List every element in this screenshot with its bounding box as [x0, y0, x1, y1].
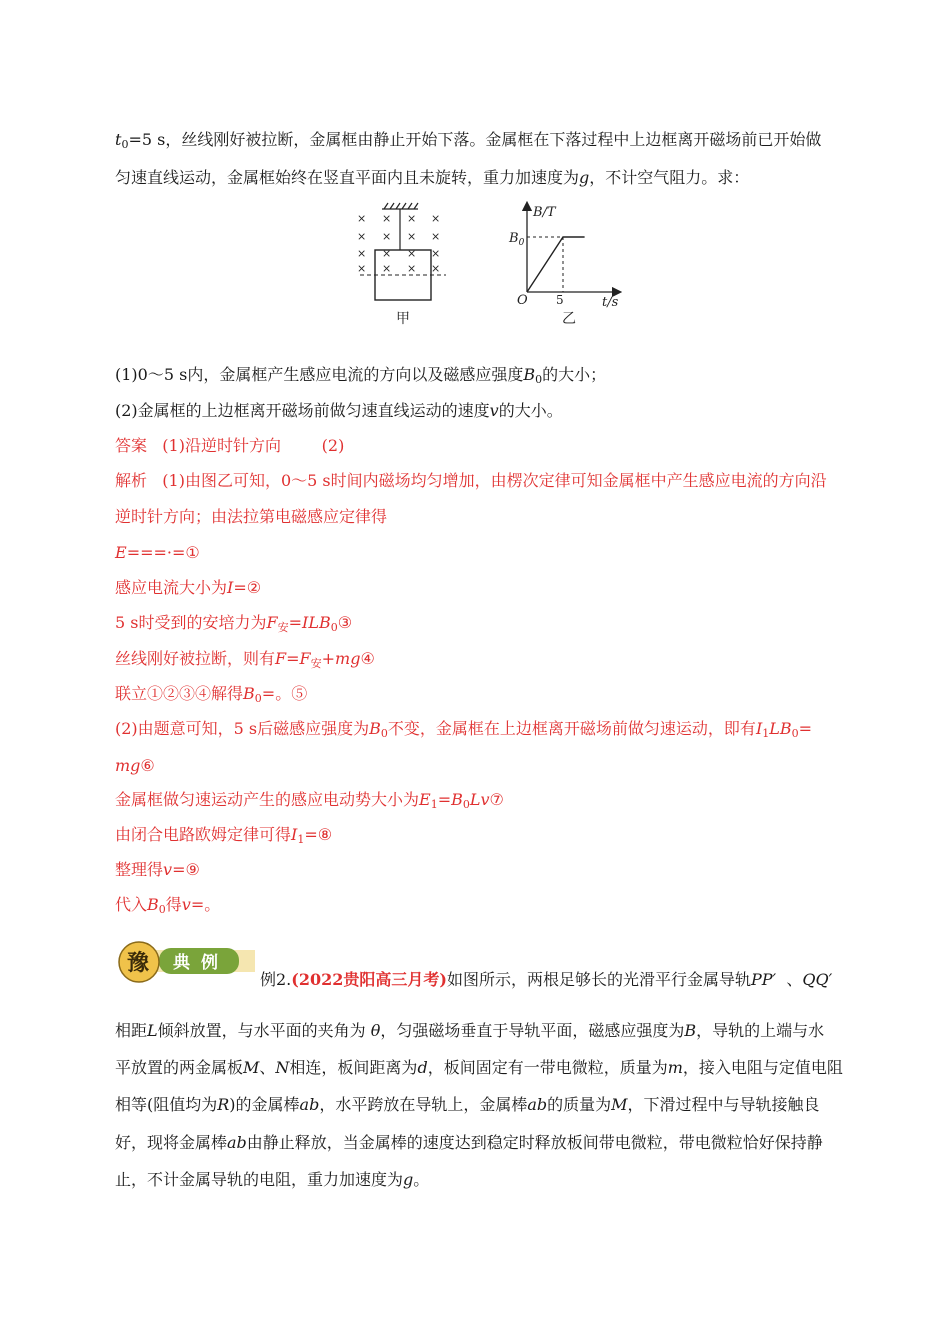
- m-plate-symbol: M: [243, 1058, 260, 1077]
- b0-subscript: 0: [330, 621, 338, 634]
- analysis-text-6: 丝线刚好被拉断，则有: [115, 649, 276, 668]
- example2-text-3e: ，板间固定有一带电微粒，质量为: [427, 1058, 668, 1077]
- question-2-tail: 的大小。: [498, 401, 563, 420]
- analysis-line-2: [115, 507, 387, 527]
- example2-line-6: [115, 1170, 429, 1190]
- plus: +: [321, 649, 336, 668]
- figure-yi: [505, 200, 630, 325]
- eq-number-5: =。⑤: [261, 684, 308, 703]
- figure-jia-svg: [340, 200, 460, 325]
- b0-subscript: 0: [535, 373, 543, 386]
- e1-subscript: 1: [430, 798, 438, 811]
- analysis-text-5: 5 s时受到的安培力为: [115, 613, 267, 632]
- mg-symbol: mg: [115, 756, 141, 775]
- example2-line-1: [260, 970, 832, 990]
- example2-text-6b: 。: [413, 1170, 430, 1189]
- b0-subscript: 0: [158, 903, 166, 916]
- analysis-line-10: [115, 790, 504, 815]
- analysis-text-1: (1)由图乙可知，0～5 s时间内磁场均匀增加，由楞次定律可知金属框中产生感应电流的方向沿: [162, 471, 827, 490]
- example2-text-3c: 相连，板间距离为: [289, 1058, 418, 1077]
- e-symbol: E: [115, 543, 127, 562]
- problem-line-2: [115, 168, 749, 188]
- problem-line-1: [115, 130, 821, 155]
- i1-subscript: 1: [762, 727, 770, 740]
- example2-text-4e: ，下滑过程中与导轨接触良: [627, 1095, 820, 1114]
- v-symbol: v: [163, 860, 173, 879]
- problem-line-2-text-b: ，不计空气阻力。求：: [589, 168, 750, 187]
- y-axis-label: B/T: [533, 205, 556, 220]
- ilb-expr: ILB: [302, 613, 331, 632]
- v-symbol: v: [181, 895, 191, 914]
- analysis-text-12: 整理得: [115, 860, 164, 879]
- e-symbol: E: [419, 790, 431, 809]
- example2-text-5a: 好，现将金属棒: [115, 1133, 228, 1152]
- problem-line-2-text-a: 匀速直线运动，金属框始终在竖直平面内且未旋转，重力加速度为: [115, 168, 580, 187]
- question-2-text: (2)金属框的上边框离开磁场前做匀速直线运动的速度: [115, 401, 490, 420]
- d-symbol: d: [417, 1058, 428, 1077]
- figure-jia: [340, 200, 460, 325]
- analysis-text-8: (2)由题意可知，5 s后磁感应强度为: [115, 719, 370, 738]
- f-symbol: F: [275, 649, 287, 668]
- example2-text-6a: 止，不计金属导轨的电阻，重力加速度为: [115, 1170, 404, 1189]
- cross: ×: [431, 247, 441, 260]
- cross: ×: [382, 247, 392, 260]
- lb-expr: LB: [769, 719, 792, 738]
- example2-line-3: [115, 1058, 843, 1078]
- b-symbol: B: [369, 719, 381, 738]
- badge-tag: [159, 948, 239, 974]
- analysis-text-13c: =。: [190, 895, 221, 914]
- cross: ×: [431, 262, 441, 275]
- example2-line-4: [115, 1095, 820, 1115]
- badge-text-1: 典: [173, 953, 190, 973]
- analysis-eq-2: =②: [233, 578, 262, 597]
- b0-subscript: 0: [254, 692, 262, 705]
- example2-text-2b: 倾斜放置，与水平面的夹角为: [157, 1021, 366, 1040]
- example2-text-2d: ，导轨的上端与水: [696, 1021, 825, 1040]
- analysis-line-13: [115, 895, 220, 920]
- eq-number-7: ⑦: [489, 790, 504, 809]
- example2-text-1a: 如图所示，两根足够长的光滑平行金属导轨: [446, 970, 751, 989]
- b-symbol: B: [243, 684, 255, 703]
- example2-line-2: [115, 1021, 824, 1041]
- i-symbol: I: [227, 578, 234, 597]
- f-symbol: F: [299, 649, 311, 668]
- cross: ×: [382, 262, 392, 275]
- b-symbol: B: [684, 1021, 697, 1040]
- eq-number-9: =⑨: [172, 860, 200, 879]
- cross: ×: [357, 212, 367, 225]
- example-badge-svg: [115, 940, 255, 984]
- question-2: [115, 401, 563, 421]
- cross: ×: [357, 247, 367, 260]
- rod-mass-symbol: M: [611, 1095, 628, 1114]
- b0-subscript: 0: [380, 727, 388, 740]
- analysis-eq-1: ===·=①: [126, 543, 200, 562]
- i1-subscript: 1: [297, 833, 305, 846]
- f-subscript: 安: [310, 657, 322, 670]
- example2-text-4b: )的金属棒: [229, 1095, 300, 1114]
- cross: ×: [407, 212, 417, 225]
- analysis-text-13: 代入: [115, 895, 148, 914]
- badge-text-2: 例: [201, 953, 218, 973]
- answer-label: 答案: [115, 436, 148, 455]
- ab-symbol: ab: [299, 1095, 320, 1114]
- problem-line-1-text: =5 s，丝线刚好被拉断，金属框由静止开始下落。金属框在下落过程中上边框离开磁场前已开始做: [128, 130, 822, 149]
- l-symbol: L: [147, 1021, 158, 1040]
- mg-symbol: mg: [335, 649, 361, 668]
- t-subscript: 0: [121, 138, 129, 151]
- figure-yi-caption: 乙: [562, 311, 576, 325]
- example-badge: [115, 940, 255, 984]
- b0-symbol: B: [523, 365, 536, 384]
- n-plate-symbol: N: [275, 1058, 290, 1077]
- example2-text-2c: ，匀强磁场垂直于导轨平面，磁感应强度为: [380, 1021, 685, 1040]
- equals: =: [798, 719, 813, 738]
- mass-symbol: m: [667, 1058, 683, 1077]
- question-1-text: (1)0～5 s内，金属框产生感应电流的方向以及磁感应强度: [115, 365, 524, 384]
- cross: ×: [357, 230, 367, 243]
- x-tick-5: 5: [556, 293, 564, 307]
- eq-number-6: ⑥: [140, 756, 155, 775]
- eq-number-4: ④: [360, 649, 375, 668]
- pp-symbol: PP′: [750, 970, 777, 989]
- analysis-text-7: 联立①②③④解得: [115, 684, 244, 703]
- analysis-text-13b: 得: [165, 895, 182, 914]
- analysis-line-8: [115, 719, 812, 744]
- r-symbol: R: [217, 1095, 230, 1114]
- b0-subscript: 0: [791, 727, 799, 740]
- g-symbol: g: [403, 1170, 414, 1189]
- example2-prefix: 例2.: [260, 970, 292, 989]
- analysis-text-11: 由闭合电路欧姆定律可得: [115, 825, 292, 844]
- analysis-label: 解析: [115, 471, 148, 490]
- b-t-chart: [505, 200, 630, 325]
- analysis-line-5: [115, 613, 352, 638]
- origin-label: O: [517, 293, 528, 308]
- cross: ×: [431, 212, 441, 225]
- analysis-line-4: [115, 578, 261, 598]
- cross: ×: [431, 230, 441, 243]
- b0-subscript: 0: [462, 798, 470, 811]
- analysis-line-12: [115, 860, 200, 880]
- series-line: [527, 237, 585, 292]
- lv-expr: Lv: [469, 790, 490, 809]
- example2-line-5: [115, 1133, 823, 1153]
- x-axis-label: t/s: [602, 295, 619, 310]
- cross: ×: [407, 230, 417, 243]
- cross: ×: [407, 247, 417, 260]
- example2-text-4c: ，水平跨放在导轨上，金属棒: [319, 1095, 528, 1114]
- analysis-line-9: [115, 756, 155, 776]
- answer-part-2: (2): [321, 436, 345, 455]
- question-1: [115, 365, 606, 390]
- analysis-line-1: [115, 471, 827, 491]
- i-symbol: I: [755, 719, 763, 738]
- cross: ×: [407, 262, 417, 275]
- i-symbol: I: [291, 825, 298, 844]
- theta-symbol: θ: [370, 1021, 381, 1040]
- qq-symbol: QQ′: [802, 970, 833, 989]
- equals: =: [286, 649, 300, 668]
- analysis-text-2: 逆时针方向；由法拉第电磁感应定律得: [115, 507, 388, 526]
- b-symbol: B: [147, 895, 159, 914]
- example2-text-4a: 相等(阻值均为: [115, 1095, 218, 1114]
- example2-text-3a: 平放置的两金属板: [115, 1058, 244, 1077]
- equals: =: [288, 613, 302, 632]
- ceiling: [382, 203, 418, 209]
- f-subscript: 安: [277, 621, 289, 634]
- cross: ×: [382, 212, 392, 225]
- eq-number-3: ③: [337, 613, 353, 632]
- cross: ×: [357, 262, 367, 275]
- example2-text-4d: 的质量为: [547, 1095, 612, 1114]
- separator: 、: [259, 1058, 276, 1077]
- example2-text-5b: 由静止释放，当金属棒的速度达到稳定时释放板间带电微粒，带电微粒恰好保持静: [246, 1133, 823, 1152]
- answer-line: [115, 436, 344, 456]
- analysis-line-11: [115, 825, 332, 850]
- example2-text-3f: ，接入电阻与定值电阻: [682, 1058, 843, 1077]
- analysis-text-10: 金属框做匀速运动产生的感应电动势大小为: [115, 790, 420, 809]
- v-symbol: v: [489, 401, 499, 420]
- g-symbol: g: [579, 168, 590, 187]
- analysis-line-3: [115, 543, 200, 563]
- ab-symbol: ab: [227, 1133, 247, 1152]
- analysis-text-8b: 不变，金属框在上边框离开磁场前做匀速运动，即有: [387, 719, 756, 738]
- example2-source: (2022贵阳高三月考): [291, 970, 447, 989]
- b0-label: $B_0$: [509, 231, 525, 248]
- ab-symbol: ab: [527, 1095, 548, 1114]
- eq-number-8: =⑧: [304, 825, 333, 844]
- analysis-line-7: [115, 684, 307, 709]
- separator: 、: [786, 970, 803, 989]
- equals: =: [437, 790, 452, 809]
- f-symbol: F: [266, 613, 278, 632]
- magnetic-field-crosses: [357, 212, 440, 275]
- t-symbol: t: [115, 130, 122, 149]
- question-1-tail: 的大小；: [542, 365, 607, 384]
- b-symbol: B: [451, 790, 463, 809]
- badge-seal-glyph: 豫: [127, 950, 150, 976]
- example2-text-2a: 相距: [115, 1021, 148, 1040]
- answer-part-1: (1)沿逆时针方向: [162, 436, 281, 455]
- cross: ×: [382, 230, 392, 243]
- figure-jia-caption: 甲: [396, 311, 410, 325]
- analysis-text-4: 感应电流大小为: [115, 578, 228, 597]
- analysis-line-6: [115, 649, 375, 674]
